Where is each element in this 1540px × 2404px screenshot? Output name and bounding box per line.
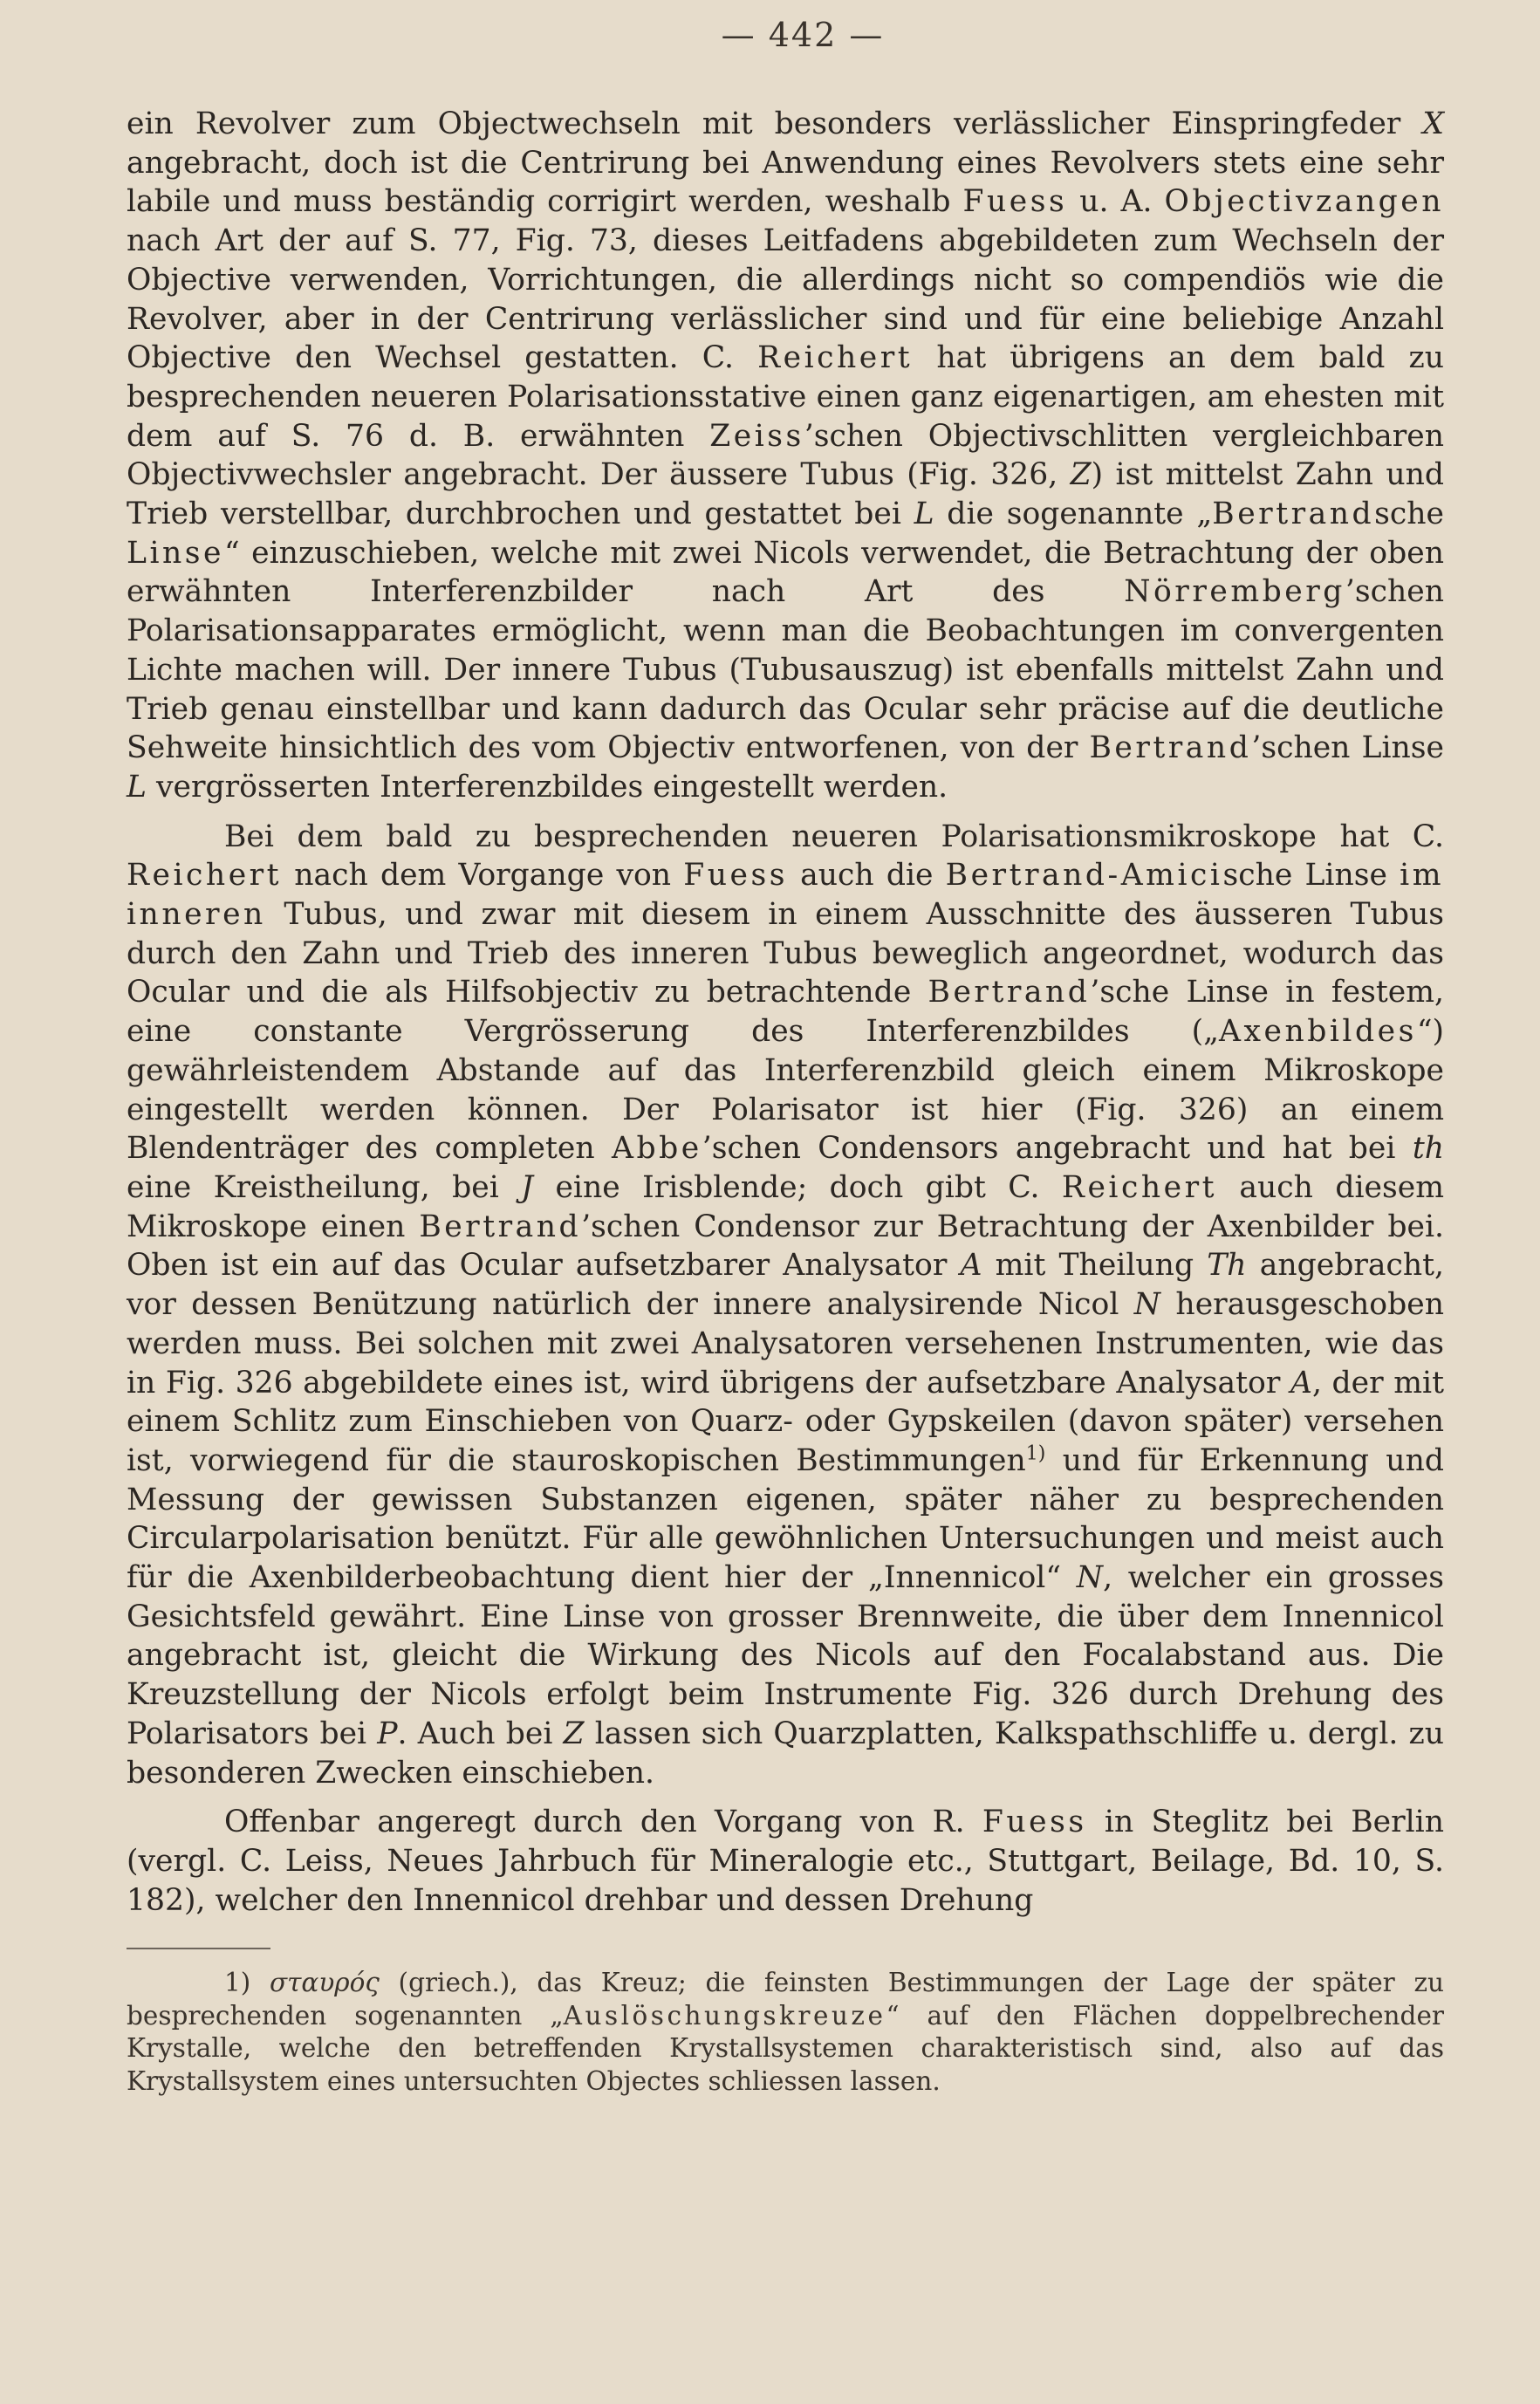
text-run: auch diesem Mikroskope einen: [127, 1169, 1444, 1244]
italic-symbol: σταυρός: [269, 1968, 380, 1998]
text-run: , welcher ein grosses Gesichtsfeld gewährt. Eine Linse von grosser Brennweite, die über dem Innennicol angebracht ist, gleicht die Wirkung des Nicols auf den Focalabstand aus. Die Kreuzstellung der Nicols erfolgt beim Instrumente Fig. 326 durch Drehung des Polarisators bei: [127, 1560, 1445, 1751]
text-run: ’schen Condensor zur Betrachtung der Axenbilder bei. Oben ist ein auf das Ocular aufsetzbarer Analysator: [127, 1209, 1444, 1284]
spaced-name: Nörremberg: [1124, 574, 1345, 610]
text-run: mit Theilung: [982, 1248, 1208, 1284]
spaced-name: Bertrand: [1089, 730, 1252, 766]
italic-symbol: Z: [1070, 457, 1092, 493]
spaced-name: Bertrand-Amici: [945, 858, 1223, 894]
text-run: eine Irisblende; doch gibt C.: [533, 1169, 1062, 1205]
text-run: angebracht, vor dessen Benützung natürlich der innere analysirende Nicol: [127, 1248, 1444, 1323]
italic-symbol: N: [1133, 1287, 1161, 1323]
text-run: eine Kreistheilung, bei: [127, 1169, 522, 1205]
text-run: , der mit einem Schlitz zum Einschieben von Quarz- oder Gypskeilen (davon später) versehen ist, vorwiegend für die stauroskopischen Bestimmungen: [127, 1365, 1444, 1478]
text-run: herausgeschoben werden muss. Bei solchen mit zwei Analysatoren versehenen Instrumenten, wie das in Fig. 326 abgebildete eines ist, wird übrigens der aufsetzbare Analysator: [127, 1287, 1444, 1401]
text-run: sche: [1374, 497, 1444, 532]
text-run: ’schen Condensors angebracht und hat bei: [702, 1131, 1413, 1167]
text-run: “ einzuschieben, welche mit zwei Nicols verwendet, die Betrachtung der oben erwähnten Interferenzbilder nach Art des: [127, 535, 1444, 610]
italic-symbol: L: [127, 769, 147, 805]
italic-symbol: th: [1412, 1131, 1444, 1167]
paragraph: [127, 105, 1444, 807]
text-run: “) gewährleistendem Abstande auf das Interferenzbild gleich einem Mikroskope eingestellt werden können. Der Polarisator ist hier (Fig. 326) an einem Blendenträger des completen: [127, 1014, 1444, 1167]
text-run: ) ist mittelst Zahn und Trieb verstellbar, durchbrochen und gestattet bei: [127, 457, 1445, 532]
text-run: Tubus, und zwar mit diesem in einem Ausschnitte des äusseren Tubus durch den Zahn und Trieb des inneren Tubus beweglich angeordnet, wodurch das Ocular und die als Hilfsobjectiv zu betrachtende: [127, 897, 1444, 1010]
text-run: hat übrigens an dem bald zu besprechenden neueren Polarisationsstative einen ganz eigenartigen, am ehesten mit dem auf S. 76 d. B. erwähnten: [127, 340, 1444, 454]
text-run: 1): [224, 1968, 270, 1998]
footnote: [127, 1967, 1444, 2098]
text-run: Bei dem bald zu besprechenden neueren Polarisationsmikroskope hat C.: [224, 818, 1444, 854]
spaced-name: Reichert: [757, 340, 914, 376]
italic-symbol: P: [377, 1716, 398, 1751]
italic-symbol: N: [1076, 1560, 1104, 1596]
spaced-name: Reichert: [1061, 1169, 1218, 1205]
text-run: lassen sich Quarzplatten, Kalkspathschliffe u. dergl. zu besonderen Zwecken einschieben.: [127, 1716, 1445, 1791]
spaced-name: Fuess: [982, 1805, 1087, 1840]
spaced-name: Fuess: [962, 184, 1068, 220]
italic-symbol: L: [914, 497, 934, 532]
italic-symbol: J: [521, 1169, 534, 1205]
italic-symbol: A: [1290, 1365, 1312, 1401]
spaced-name: Axenbildes: [1219, 1014, 1417, 1050]
text-run: und für Erkennung und Messung der gewissen Substanzen eigenen, später näher zu besprechenden Circularpolarisation benützt. Für alle gewöhnlichen Untersuchungen und meist auch für die Axenbilderbeobachtung dient hier der „Innennicol“: [127, 1442, 1444, 1596]
spaced-name: Zeiss: [709, 418, 804, 454]
text-run: die sogenannte „: [934, 497, 1213, 532]
spaced-name: Fuess: [683, 858, 788, 894]
spaced-name: Reichert: [127, 858, 283, 894]
text-run: in Steglitz bei Berlin (vergl. C. Leiss, Neues Jahrbuch für Mineralogie etc., Stuttgart, Beilage, Bd. 10, S. 182), welcher den Innennicol drehbar und dessen Drehung: [127, 1805, 1445, 1918]
text-run: ’sche Linse in festem, eine constante Vergrösserung des Interferenzbildes („: [127, 975, 1444, 1050]
text-run: nach dem Vorgange von: [282, 858, 684, 894]
italic-symbol: Z: [563, 1716, 585, 1751]
spaced-name: Objectivzangen: [1164, 184, 1444, 220]
text-run: u. A.: [1067, 184, 1165, 220]
spaced-name: im inneren: [127, 858, 1445, 933]
text-run: (griech.), das Kreuz; die feinsten Bestimmungen der Lage der später zu besprechenden sogenannten „: [127, 1968, 1445, 2031]
text-run: nach Art der auf S. 77, Fig. 73, dieses Leitfadens abgebildeten zum Wechseln der Objective verwenden, Vorrichtungen, die allerdings nicht so compendiös wie die Revolver, aber in der Centrirung verlässlicher sind und für eine beliebige Anzahl Objective den Wechsel gestatten. C.: [127, 223, 1444, 376]
footnote-divider: [127, 1948, 270, 1949]
spaced-name: Abbe: [612, 1131, 702, 1167]
spaced-name: Linse: [127, 535, 224, 571]
text-run: auch die: [787, 858, 946, 894]
spaced-name: Auslöschungskreuze: [563, 2000, 886, 2031]
footnote-reference: 1): [1025, 1442, 1046, 1465]
paragraph: [127, 818, 1444, 1793]
text-run: sche Linse: [1222, 858, 1400, 894]
spaced-name: Bertrand: [419, 1209, 582, 1244]
spaced-name: Bertrand: [927, 975, 1091, 1010]
text-run: ’schen Polarisationsapparates ermöglicht, wenn man die Beobachtungen im convergenten Lichte machen will. Der innere Tubus (Tubusauszug) ist ebenfalls mittelst Zahn und Trieb genau einstellbar und kann dadurch das Ocular sehr präcise auf die deutliche Sehweite hinsichtlich des vom Objectiv entworfenen, von der: [127, 574, 1444, 766]
spaced-name: Bertrand: [1212, 497, 1375, 532]
text-run: angebracht, doch ist die Centrirung bei Anwendung eines Revolvers stets eine sehr labile und muss beständig corrigirt werden, weshalb: [127, 145, 1444, 220]
text-run: ein Revolver zum Objectwechseln mit besonders verlässlicher Einspringfeder: [127, 106, 1423, 141]
italic-symbol: A: [960, 1248, 982, 1284]
text-run: ’schen Objectivschlitten vergleichbaren Objectivwechsler angebracht. Der äussere Tubus (Fig. 326,: [127, 418, 1445, 493]
text-run: ’schen Linse: [1251, 730, 1444, 766]
page-number: — 442 —: [721, 16, 885, 54]
paragraph: [127, 1803, 1444, 1920]
body-text: [127, 105, 1444, 1920]
italic-symbol: Th: [1207, 1248, 1247, 1284]
italic-symbol: X: [1422, 106, 1444, 141]
text-run: vergrösserten Interferenzbildes eingestellt werden.: [146, 769, 948, 805]
text-run: . Auch bei: [397, 1716, 564, 1751]
text-run: “ auf den Flächen doppelbrechender Krystalle, welche den betreffenden Krystallsystemen charakteristisch sind, also auf das Krystallsystem eines untersuchten Objectes schliessen lassen.: [127, 2000, 1445, 2096]
text-run: Offenbar angeregt durch den Vorgang von R.: [224, 1805, 982, 1840]
